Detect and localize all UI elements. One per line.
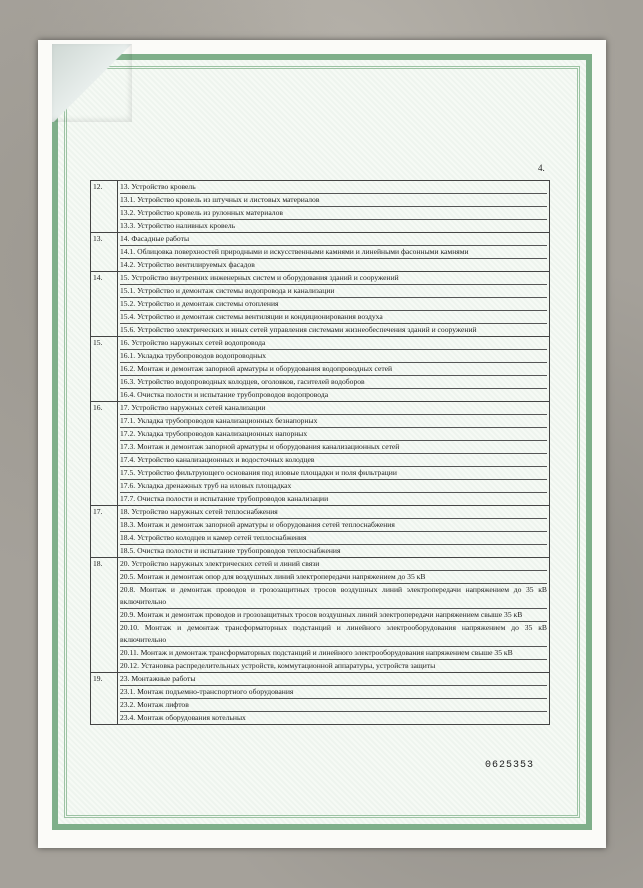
- row-content: [118, 558, 550, 673]
- table-row: [91, 558, 550, 673]
- work-item: 16.2. Монтаж и демонтаж запорной арматуры и оборудования водопроводных сетей: [120, 363, 547, 376]
- row-content: [118, 337, 550, 402]
- work-item: 17.4. Устройство канализационных и водосточных колодцев: [120, 454, 547, 467]
- row-content: [118, 272, 550, 337]
- table-row: [91, 506, 550, 558]
- row-number: 13.: [91, 233, 118, 272]
- work-item: 18.4. Устройство колодцев и камер сетей теплоснабжения: [120, 532, 547, 545]
- row-number: 17.: [91, 506, 118, 558]
- row-number: 16.: [91, 402, 118, 506]
- page-number: 4.: [538, 163, 545, 173]
- work-item: 15.1. Устройство и демонтаж системы водопровода и канализации: [120, 285, 547, 298]
- row-content: [118, 673, 550, 725]
- work-item: 16.3. Устройство водопроводных колодцев, оголовков, гасителей водоборов: [120, 376, 547, 389]
- row-number: 12.: [91, 181, 118, 233]
- table-row: [91, 673, 550, 725]
- license-table-body: [91, 181, 550, 725]
- table-row: [91, 402, 550, 506]
- work-item: 20.5. Монтаж и демонтаж опор для воздушных линий электропередачи напряжением до 35 кВ: [120, 571, 547, 584]
- work-item: 20.11. Монтаж и демонтаж трансформаторных подстанций и линейного электрооборудования напряжением свыше 35 кВ: [120, 647, 547, 660]
- work-item: 23.1. Монтаж подъемно-транспортного оборудования: [120, 686, 547, 699]
- work-item: 13.1. Устройство кровель из штучных и листовых материалов: [120, 194, 547, 207]
- work-item: 14. Фасадные работы: [120, 233, 547, 246]
- work-item: 13. Устройство кровель: [120, 181, 547, 194]
- work-item: 20.12. Установка распределительных устройств, коммутационной аппаратуры, устройств защиты: [120, 661, 436, 670]
- work-item: 14.2. Устройство вентилируемых фасадов: [120, 260, 255, 269]
- work-item: 16.4. Очистка полости и испытание трубопроводов водопровода: [120, 390, 329, 399]
- work-item: 15. Устройство внутренних инженерных систем и оборудования зданий и сооружений: [120, 272, 547, 285]
- row-content: [118, 402, 550, 506]
- work-item: 23.2. Монтаж лифтов: [120, 699, 547, 712]
- work-item: 16.1. Укладка трубопроводов водопроводных: [120, 350, 547, 363]
- serial-number: 0625353: [485, 760, 535, 771]
- row-number: 18.: [91, 558, 118, 673]
- work-item: 17.5. Устройство фильтрующего основания под иловые площадки и поля фильтрации: [120, 467, 547, 480]
- row-content: [118, 233, 550, 272]
- work-item: 17.7. Очистка полости и испытание трубопроводов канализации: [120, 494, 329, 503]
- work-item: 15.4. Устройство и демонтаж системы вентиляции и кондиционирования воздуха: [120, 311, 547, 324]
- row-number: 14.: [91, 272, 118, 337]
- table-row: [91, 181, 550, 233]
- work-item: 20. Устройство наружных электрических сетей и линий связи: [120, 558, 547, 571]
- page-curl: [52, 44, 132, 122]
- row-number: 19.: [91, 673, 118, 725]
- work-item: 15.6. Устройство электрических и иных сетей управления системами жизнеобеспечения зданий и сооружений: [120, 325, 477, 334]
- work-item: 17.3. Монтаж и демонтаж запорной арматуры и оборудования канализационных сетей: [120, 441, 547, 454]
- table-row: [91, 272, 550, 337]
- table-row: [91, 337, 550, 402]
- license-table: [90, 180, 550, 725]
- table-row: [91, 233, 550, 272]
- work-item: 14.1. Облицовка поверхностей природными и искусственными камнями и линейными фасонными камнями: [120, 246, 547, 259]
- work-item: 17.1. Укладка трубопроводов канализационных безнапорных: [120, 415, 547, 428]
- work-item: 17.2. Укладка трубопроводов канализационных напорных: [120, 428, 547, 441]
- work-item: 20.9. Монтаж и демонтаж проводов и грозозащитных тросов воздушных линий электропередачи напряжением свыше 35 кВ: [120, 609, 547, 622]
- work-item: 17.6. Укладка дренажных труб на иловых площадках: [120, 480, 547, 493]
- work-item: 20.8. Монтаж и демонтаж проводов и грозозащитных тросов воздушных линий электропередачи напряжением до 35 кВ включительно: [120, 584, 547, 609]
- row-content: [118, 181, 550, 233]
- work-item: 15.2. Устройство и демонтаж системы отопления: [120, 298, 547, 311]
- row-content: [118, 506, 550, 558]
- work-item: 20.10. Монтаж и демонтаж трансформаторных подстанций и линейного электрооборудования напряжением до 35 кВ включительно: [120, 622, 547, 647]
- work-item: 23. Монтажные работы: [120, 673, 547, 686]
- work-item: 18. Устройство наружных сетей теплоснабжения: [120, 506, 547, 519]
- work-item: 16. Устройство наружных сетей водопровода: [120, 337, 547, 350]
- work-item: 18.3. Монтаж и демонтаж запорной арматуры и оборудования сетей теплоснабжения: [120, 519, 547, 532]
- work-item: 23.4. Монтаж оборудования котельных: [120, 713, 246, 722]
- work-item: 18.5. Очистка полости и испытание трубопроводов теплоснабжения: [120, 546, 341, 555]
- work-item: 13.2. Устройство кровель из рулонных материалов: [120, 207, 547, 220]
- work-item: 13.3. Устройство наливных кровель: [120, 221, 236, 230]
- row-number: 15.: [91, 337, 118, 402]
- work-item: 17. Устройство наружных сетей канализации: [120, 402, 547, 415]
